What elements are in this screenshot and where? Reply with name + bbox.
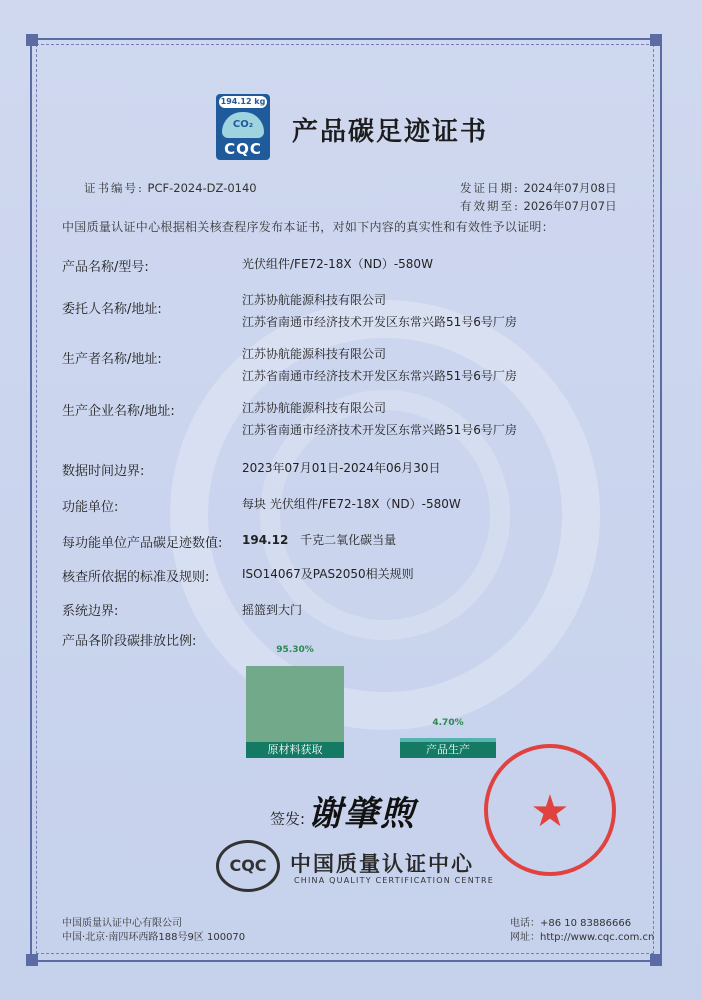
footprint-value bbox=[242, 530, 396, 550]
functional-unit-value: 每块 光伏组件/FE72-18X（ND）-580W bbox=[242, 497, 461, 511]
cert-number-value: PCF-2024-DZ-0140 bbox=[147, 181, 257, 195]
standard-value: ISO14067及PAS2050相关规则 bbox=[242, 567, 414, 581]
org-name-cn: 中国质量认证中心 bbox=[290, 852, 474, 876]
boundary-label: 系统边界: bbox=[62, 604, 119, 619]
logo-brand: CQC bbox=[224, 140, 262, 158]
valid-date-value: 2026年07月07日 bbox=[523, 199, 617, 213]
org-name-en: CHINA QUALITY CERTIFICATION CENTRE bbox=[294, 876, 494, 885]
corner-mark bbox=[650, 954, 662, 966]
period-label: 数据时间边界: bbox=[62, 464, 145, 479]
bar-production-pct: 4.70% bbox=[432, 718, 464, 728]
bar-raw-material-pct: 95.30% bbox=[276, 645, 314, 655]
client-address: 江苏省南通市经济技术开发区东常兴路51号6号厂房 bbox=[242, 315, 517, 329]
boundary-value: 摇篮到大门 bbox=[242, 603, 303, 617]
footprint-number: 194.12 bbox=[242, 533, 289, 547]
valid-date-label: 有效期至: bbox=[460, 199, 520, 213]
footprint-unit: 千克二氧化碳当量 bbox=[300, 533, 397, 547]
carbon-footprint-logo bbox=[216, 94, 270, 160]
cert-number-label: 证书编号: bbox=[84, 181, 144, 195]
cqc-logo: CQC bbox=[216, 840, 280, 892]
producer-address: 江苏省南通市经济技术开发区东常兴路51号6号厂房 bbox=[242, 369, 517, 383]
official-seal bbox=[484, 744, 616, 876]
corner-mark bbox=[650, 34, 662, 46]
seal-star-icon: ★ bbox=[530, 786, 570, 837]
producer-name: 江苏协航能源科技有限公司 bbox=[242, 347, 387, 361]
standard-label: 核查所依据的标准及规则: bbox=[62, 570, 210, 585]
signature: 谢肇煦 bbox=[308, 794, 416, 834]
client-label: 委托人名称/地址: bbox=[62, 302, 162, 317]
client-name: 江苏协航能源科技有限公司 bbox=[242, 293, 387, 307]
product-value: 光伏组件/FE72-18X（ND）-580W bbox=[242, 257, 433, 271]
intro-text: 中国质量认证中心根据相关核查程序发布本证书，对如下内容的真实性和有效性予以证明： bbox=[62, 220, 555, 234]
issue-date-value: 2024年07月08日 bbox=[523, 181, 617, 195]
logo-weight: 194.12 kg bbox=[220, 97, 266, 106]
footer-company: 中国质量认证中心有限公司 bbox=[62, 918, 182, 929]
bar-raw-material-label: 原材料获取 bbox=[246, 742, 344, 758]
footer-web: 网址：http://www.cqc.com.cn bbox=[510, 932, 655, 943]
bar-raw-material bbox=[246, 666, 344, 742]
logo-co2-footprint: CO₂ bbox=[222, 112, 264, 138]
issue-date bbox=[460, 180, 617, 196]
issue-date-label: 发证日期: bbox=[460, 181, 520, 195]
corner-mark bbox=[26, 954, 38, 966]
footer-address: 中国·北京·南四环西路188号9区 100070 bbox=[62, 932, 246, 943]
producer-label: 生产者名称/地址: bbox=[62, 352, 162, 367]
valid-date bbox=[460, 198, 617, 214]
period-value: 2023年07月01日-2024年06月30日 bbox=[242, 461, 441, 475]
factory-label: 生产企业名称/地址: bbox=[62, 404, 175, 419]
footprint-value-label: 每功能单位产品碳足迹数值: bbox=[62, 536, 223, 551]
cert-number bbox=[84, 180, 257, 196]
corner-mark bbox=[26, 34, 38, 46]
signature-label: 签发: bbox=[270, 810, 306, 828]
factory-address: 江苏省南通市经济技术开发区东常兴路51号6号厂房 bbox=[242, 423, 517, 437]
certificate-title: 产品碳足迹证书 bbox=[292, 117, 489, 147]
ratio-label: 产品各阶段碳排放比例: bbox=[62, 634, 197, 649]
product-label: 产品名称/型号: bbox=[62, 260, 149, 275]
footer-phone: 电话：+86 10 83886666 bbox=[510, 918, 632, 929]
factory-name: 江苏协航能源科技有限公司 bbox=[242, 401, 387, 415]
bar-production-label: 产品生产 bbox=[400, 742, 496, 758]
functional-unit-label: 功能单位: bbox=[62, 500, 119, 515]
